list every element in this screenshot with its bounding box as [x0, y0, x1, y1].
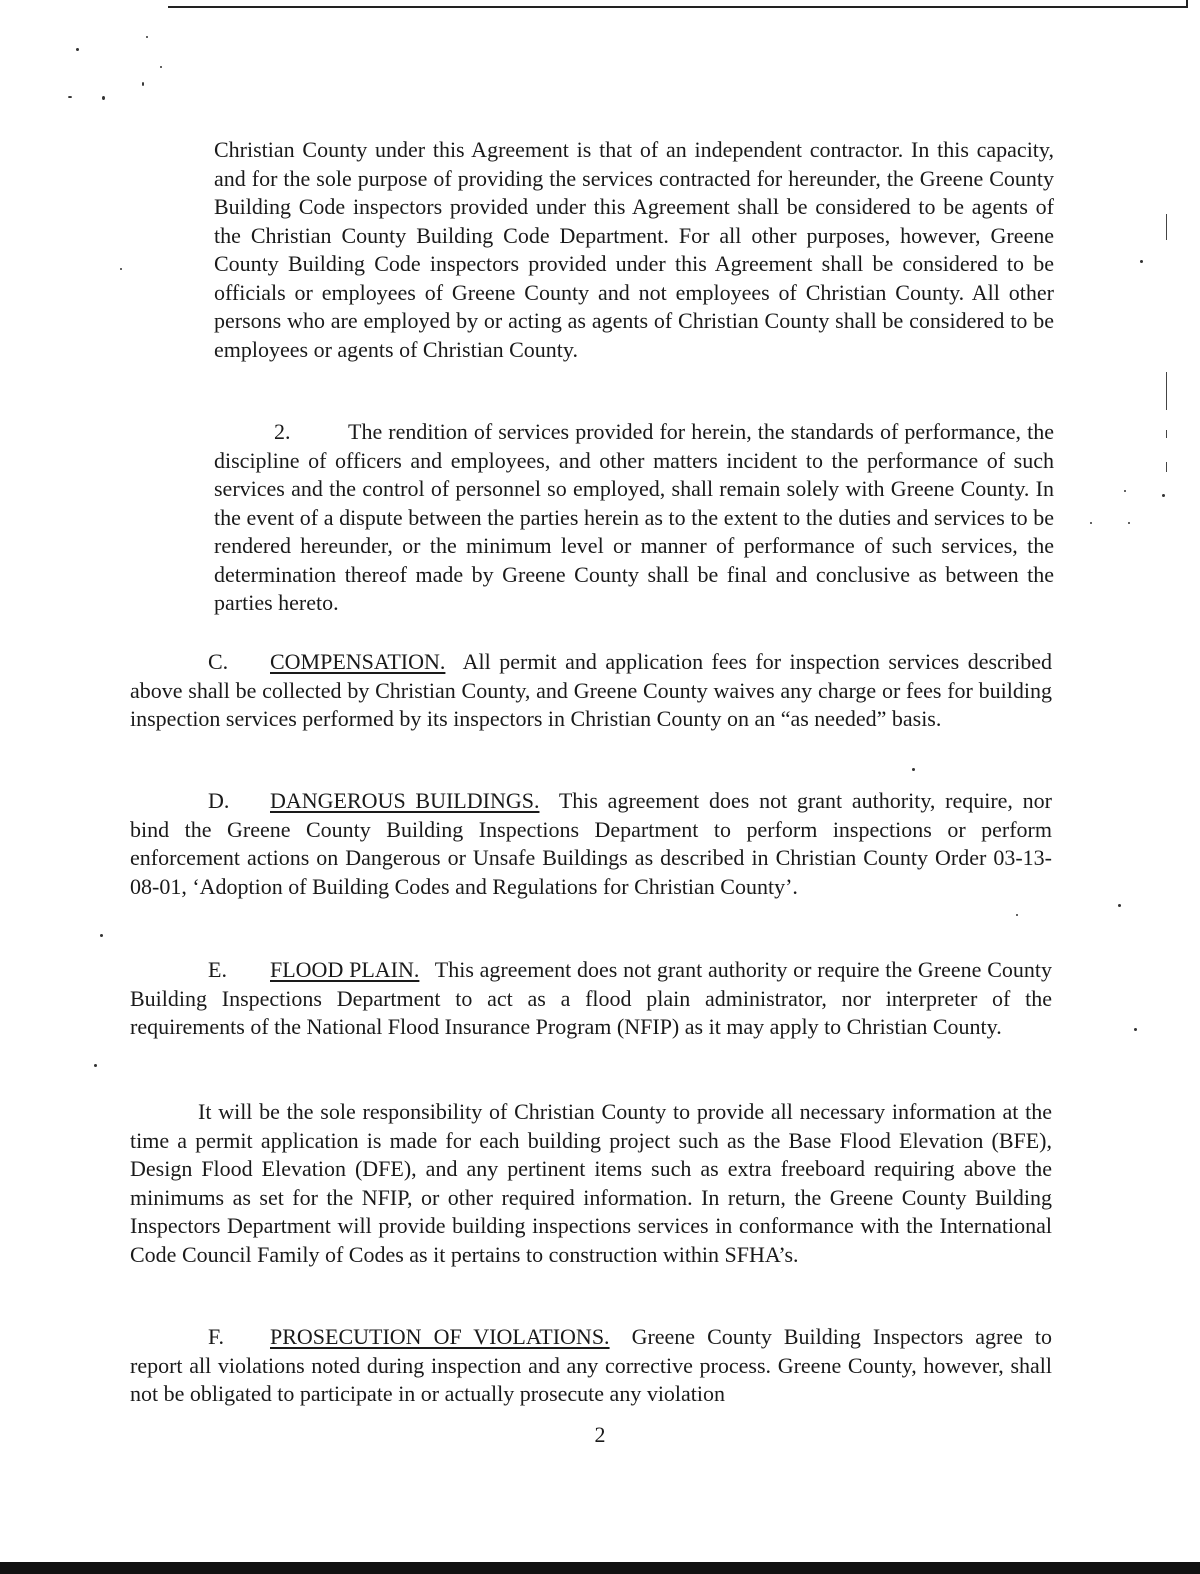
scan-margin-mark — [1166, 214, 1167, 240]
section-c-paragraph — [130, 648, 1052, 734]
section-d-letter: D. — [208, 788, 230, 813]
scan-corner-mark — [1186, 0, 1188, 8]
scan-speck — [142, 82, 144, 86]
scan-margin-mark — [1166, 462, 1167, 472]
scan-margin-mark — [1166, 430, 1167, 438]
scan-speck — [100, 934, 103, 937]
scan-speck — [912, 768, 915, 771]
section-e-heading: FLOOD PLAIN. — [270, 957, 420, 982]
continuation-paragraph: Christian County under this Agreement is that of an independent contractor. In this capacity, and for the sole purpose of providing the services contracted for hereunder, the Greene County Building Code inspectors provided under this Agreement shall be considered to be agents of the Christian County Building Code Department. For all other purposes, however, Greene County Building Code inspectors provided under this Agreement shall be considered to be officials or employees of Greene County and not employees of Christian County. All other persons who are employed by or acting as agents of Christian County shall be considered to be employees or agents of Christian County. — [214, 137, 1054, 362]
scan-speck — [1128, 522, 1130, 524]
scan-speck — [120, 268, 122, 270]
section-d-paragraph — [130, 787, 1052, 901]
section-d-text: This agreement does not grant authority, require, nor bind the Greene County Building Inspections Department to perform inspections or perform enforcement actions on Dangerous or Unsafe Buildings as described in Christian County Order 03-13-08-01, ‘Adoption of Building Codes and Regulations for Christian County’. — [130, 788, 1052, 899]
section-e-letter: E. — [208, 957, 227, 982]
scan-speck — [102, 96, 105, 100]
section-c-letter: C. — [208, 649, 229, 674]
section-e-paragraph — [130, 956, 1052, 1042]
scan-speck — [76, 48, 79, 51]
scan-speck — [1118, 904, 1121, 907]
scan-speck — [1090, 522, 1092, 524]
section-f-text: Greene County Building Inspectors agree to report all violations noted during inspection and any corrective process. Greene County, however, shall not be obligated to participate in or actually prosecute any violation — [130, 1324, 1052, 1406]
item-2-text: The rendition of services provided for herein, the standards of performance, the discipline of officers and employees, and other matters incident to the performance of such services and the control of personnel so employed, shall remain solely with Greene County. In the event of a dispute between the parties herein as to the extent to the duties and services to be rendered hereunder, or the minimum level or manner of performance of such services, the determination thereof made by Greene County shall be final and conclusive as between the parties hereto. — [214, 419, 1054, 615]
scan-speck — [1134, 1028, 1137, 1031]
scan-margin-mark — [1166, 372, 1167, 410]
section-e-text: This agreement does not grant authority or require the Greene County Building Inspections Department to act as a flood plain administrator, nor interpreter of the requirements of the National Flood Insurance Program (NFIP) as it may apply to Christian County. — [130, 957, 1052, 1039]
section-c-text: All permit and application fees for inspection services described above shall be collected by Christian County, and Greene County waives any charge or fees for building inspection services performed by its inspectors in Christian County on an “as needed” basis. — [130, 649, 1052, 731]
section-c-heading: COMPENSATION. — [270, 649, 446, 674]
scan-speck — [146, 36, 148, 38]
section-e-followup-paragraph: It will be the sole responsibility of Christian County to provide all necessary information at the time a permit application is made for each building project such as the Base Flood Elevation (BFE), Design Flood Elevation (DFE), and any pertinent items such as extra freeboard requiring above the minimums as set for the NFIP, or other required information. In return, the Greene County Building Inspectors Department will provide building inspections services in conformance with the International Code Council Family of Codes as it pertains to construction within SFHA’s. — [130, 1099, 1052, 1267]
section-f-paragraph — [130, 1323, 1052, 1409]
section-f-heading: PROSECUTION OF VIOLATIONS. — [270, 1324, 610, 1349]
item-2-paragraph — [214, 418, 1054, 618]
scan-speck — [160, 66, 162, 68]
scan-top-edge-line — [168, 6, 1188, 8]
scan-speck — [1124, 490, 1126, 492]
scan-bottom-edge-bar — [0, 1562, 1200, 1574]
page-number: 2 — [594, 1422, 606, 1447]
scan-speck — [1162, 494, 1165, 497]
scan-speck — [94, 1064, 97, 1067]
item-2-number: 2. — [274, 419, 291, 444]
scan-speck — [68, 96, 72, 98]
section-f-letter: F. — [208, 1324, 224, 1349]
section-d-heading: DANGEROUS BUILDINGS. — [270, 788, 540, 813]
scan-speck — [1016, 914, 1018, 916]
scan-speck — [1140, 260, 1143, 263]
